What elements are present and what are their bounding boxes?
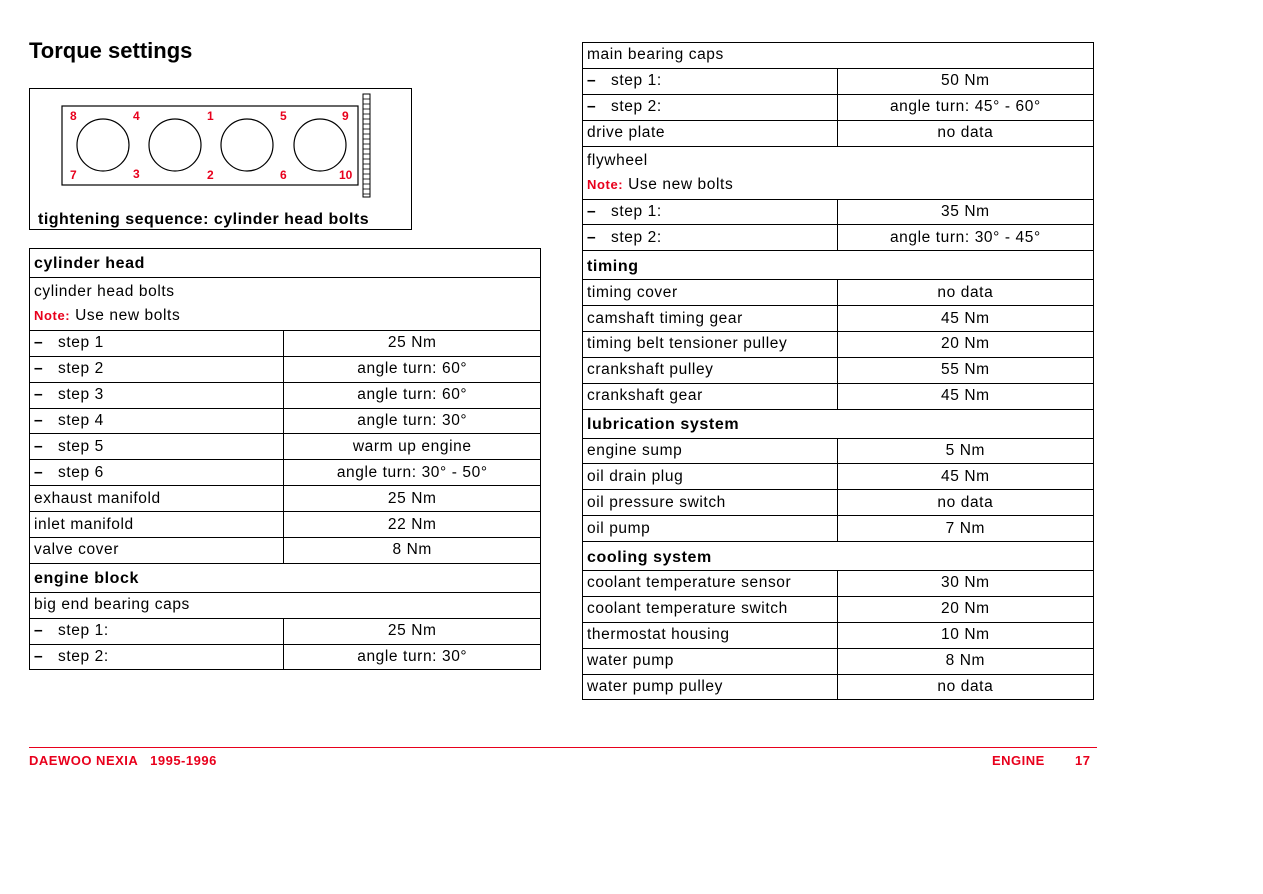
item-label: crankshaft gear [583,383,838,409]
step-label: step 4 [58,412,104,429]
table-row [30,512,541,538]
item-label: valve cover [30,538,284,564]
item-label: coolant temperature sensor [583,571,838,597]
cylinder-head-diagram [29,88,412,230]
torque-value: 5 Nm [837,438,1093,464]
item-label: crankshaft pulley [583,357,838,383]
footer-publication: DAEWOO NEXIA 1995-1996 [29,753,217,768]
item-label: main bearing caps [583,43,1094,69]
torque-value: 22 Nm [284,512,541,538]
torque-value: angle turn: 45° - 60° [837,94,1093,120]
table-row [583,464,1094,490]
bolt-number: 9 [342,109,349,123]
table-row: – step 1: 50 Nm [583,68,1094,94]
step-label: step 6 [58,463,104,481]
item-label: cylinder head bolts [34,282,175,300]
torque-value: 20 Nm [837,332,1093,358]
item-label: exhaust manifold [30,486,284,512]
section-heading: engine block [30,563,541,592]
table-row [583,438,1094,464]
table-row [583,596,1094,622]
table-row [583,622,1094,648]
bolt-number: 2 [207,168,214,182]
torque-value: 20 Nm [837,596,1093,622]
torque-value: 35 Nm [837,199,1093,225]
torque-value: angle turn: 30° - 50° [284,460,541,486]
note-label: Note: [587,176,624,192]
torque-value: angle turn: 60° [284,382,541,408]
table-row [583,674,1094,700]
step-label: step 2: [611,228,662,246]
table-row [30,486,541,512]
torque-value: warm up engine [284,434,541,460]
table-row: – step 6 angle turn: 30° - 50° [30,460,541,486]
step-label: step 3 [58,386,104,404]
item-label: timing cover [583,280,838,306]
item-label: flywheel [587,151,648,169]
bolt-number: 3 [133,167,140,181]
footer-section: ENGINE [992,753,1045,768]
bolt-number: 8 [70,109,77,123]
right-torque-table [582,42,1094,700]
table-row: – step 3 angle turn: 60° [30,382,541,408]
bolt-number: 1 [207,109,214,123]
table-row: – step 1: 25 Nm [30,618,541,644]
note-text: Use new bolts [628,175,734,193]
table-row: – step 2: angle turn: 30° - 45° [583,225,1094,251]
flywheel-cell [583,146,1094,199]
item-label: camshaft timing gear [583,306,838,332]
step-label: step 2 [58,360,104,378]
step-label: step 5 [58,437,104,455]
footer-page-number: 17 [1075,753,1091,768]
table-row [583,383,1094,409]
torque-value: angle turn: 30° - 45° [837,225,1093,251]
cylinder-head-bolts-cell [30,277,541,330]
torque-value: 45 Nm [837,306,1093,332]
torque-value: 7 Nm [837,516,1093,542]
diagram-caption: tightening sequence: cylinder head bolts [38,211,370,228]
item-label: water pump [583,648,838,674]
note-label: Note: [34,307,71,323]
torque-value: no data [837,120,1093,146]
bolt-number: 10 [339,168,353,182]
step-label: step 1: [611,203,662,220]
table-row [583,357,1094,383]
torque-value: 55 Nm [837,357,1093,383]
table-row [30,538,541,564]
torque-value: 45 Nm [837,464,1093,490]
table-row: – step 2: angle turn: 45° - 60° [583,94,1094,120]
table-row: – step 4 angle turn: 30° [30,408,541,434]
table-row [583,332,1094,358]
torque-value: 25 Nm [284,330,541,356]
torque-value: no data [837,280,1093,306]
torque-value: angle turn: 30° [284,644,541,670]
bolt-number: 7 [70,168,77,182]
item-label: water pump pulley [583,674,838,700]
footer-divider [29,747,1097,748]
step-label: step 1: [611,72,662,90]
page-title: Torque settings [29,38,193,63]
torque-value: 25 Nm [284,486,541,512]
table-row [583,280,1094,306]
item-label: coolant temperature switch [583,596,838,622]
item-label: inlet manifold [30,512,284,538]
step-label: step 1: [58,622,109,640]
bolt-number: 6 [280,168,287,182]
torque-value: 8 Nm [837,648,1093,674]
torque-value: 8 Nm [284,538,541,564]
section-heading: lubrication system [583,409,1094,438]
item-label: big end bearing caps [30,592,541,618]
torque-value: no data [837,674,1093,700]
note-text: Use new bolts [75,306,181,324]
bolt-number: 4 [133,109,140,123]
table-row: – step 2: angle turn: 30° [30,644,541,670]
table-row [583,516,1094,542]
item-label: oil pump [583,516,838,542]
item-label: oil drain plug [583,464,838,490]
item-label: drive plate [583,120,838,146]
table-row [583,120,1094,146]
table-row: – step 5 warm up engine [30,434,541,460]
step-label: step 1 [58,334,104,352]
item-label: oil pressure switch [583,490,838,516]
table-row: – step 1: 35 Nm [583,199,1094,225]
table-row [583,571,1094,597]
table-row: – step 2 angle turn: 60° [30,356,541,382]
bolt-number: 5 [280,109,287,123]
table-row [583,490,1094,516]
torque-value: 25 Nm [284,618,541,644]
table-row [583,306,1094,332]
table-row [583,648,1094,674]
item-label: thermostat housing [583,622,838,648]
left-torque-table [29,248,541,670]
torque-value: 50 Nm [837,68,1093,94]
torque-value: angle turn: 30° [284,408,541,434]
step-label: step 2: [611,98,662,116]
torque-value: no data [837,490,1093,516]
item-label: engine sump [583,438,838,464]
table-row: – step 1 25 Nm [30,330,541,356]
torque-value: 45 Nm [837,383,1093,409]
section-heading: cooling system [583,542,1094,571]
torque-value: 30 Nm [837,571,1093,597]
section-heading: cylinder head [30,249,541,278]
cylinder-head-drawing [30,89,413,231]
item-label: timing belt tensioner pulley [583,332,838,358]
torque-value: angle turn: 60° [284,356,541,382]
section-heading: timing [583,251,1094,280]
torque-value: 10 Nm [837,622,1093,648]
step-label: step 2: [58,648,109,666]
